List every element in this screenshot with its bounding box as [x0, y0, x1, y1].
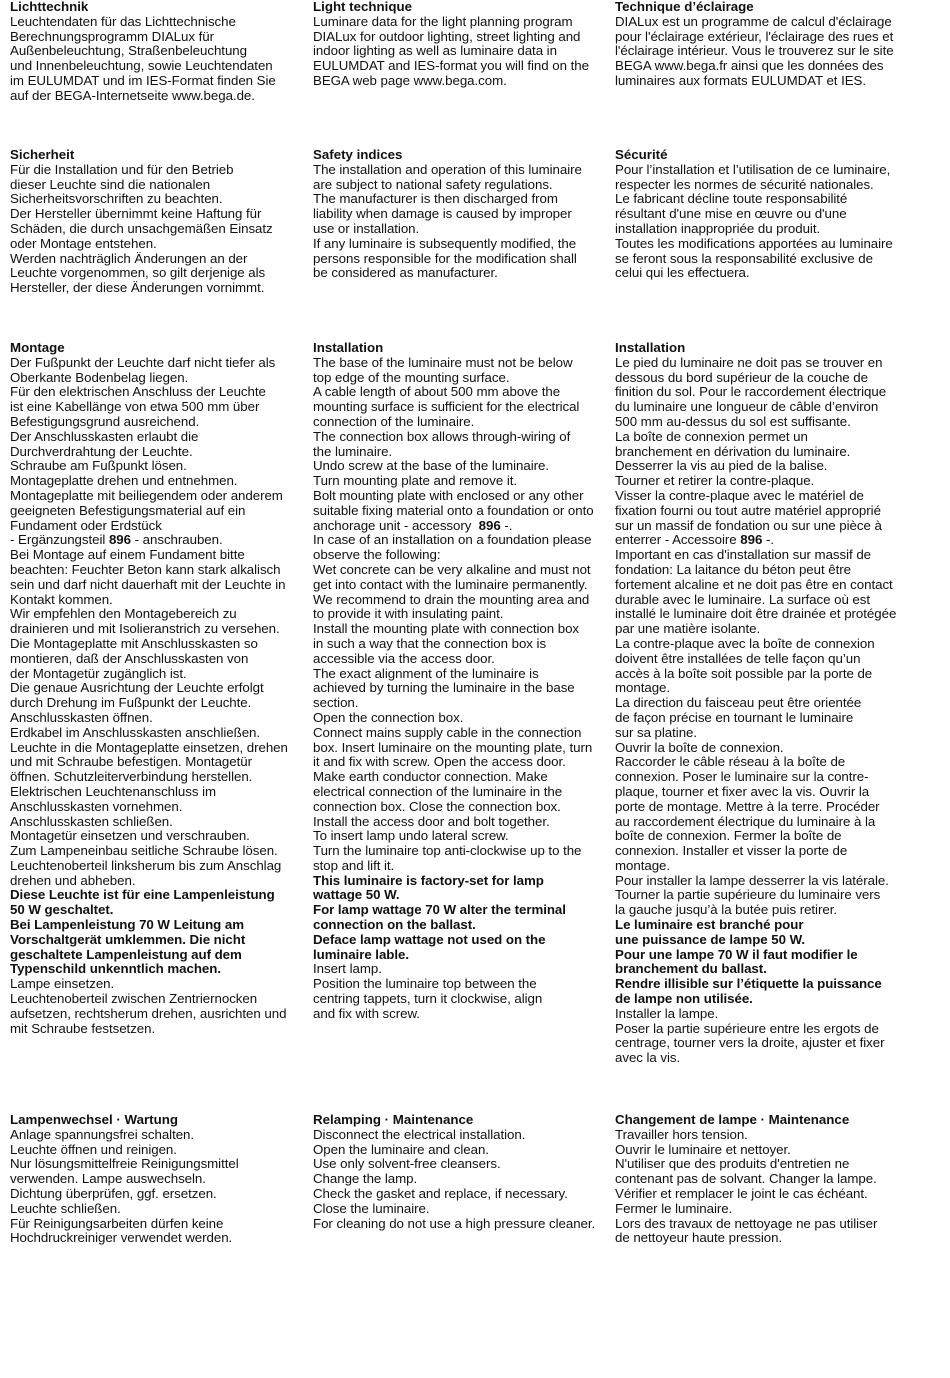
text-line: BEGA www.bega.fr ainsi que les données des [615, 58, 884, 74]
text-line: Fermer le luminaire. [615, 1200, 733, 1216]
text-line: centrage, tourner vers la droite, ajuster et fixer [615, 1035, 885, 1051]
text-line: Wet concrete can be very alkaline and must not [313, 561, 591, 577]
text-line: du luminaire une longueur de câble d’environ [615, 399, 879, 415]
text-line: Der Fußpunkt der Leuchte darf nicht tiefer als [10, 354, 276, 370]
text-line: the luminaire. [313, 443, 393, 459]
text-line: Anschlusskasten vornehmen. [10, 798, 183, 814]
text-line: luminaire lable. [313, 946, 410, 962]
text-line: The installation and operation of this luminaire [313, 161, 582, 177]
text-line: connection of the luminaire. [313, 413, 475, 429]
text-line: Le pied du luminaire ne doit pas se trouver en [615, 354, 883, 370]
text-line: Werden nachträglich Änderungen an der [10, 250, 248, 266]
text-line: Für Reinigungsarbeiten dürfen keine [10, 1215, 224, 1231]
text-line: und Innenbeleuchtung, sowie Leuchtendaten [10, 58, 273, 74]
text-line: sur un massif de fondation ou sur une pièce à [615, 517, 882, 533]
text-line: Luminare data for the light planning program [313, 13, 573, 29]
section-installation [0, 341, 950, 1066]
text-line: Hochdruckreiniger verwendet werden. [10, 1230, 233, 1246]
text-line: suitable fixing material onto a foundation or onto [313, 502, 594, 518]
text-line: Erdkabel im Anschlusskasten anschließen. [10, 724, 261, 740]
text-line: electrical connection of the luminaire in the [313, 783, 563, 799]
text-line: Connect mains supply cable in the connection [313, 724, 582, 740]
text-line: it and fix with screw. Open the access door. [313, 754, 566, 770]
text-line: ist eine Kabellänge von etwa 500 mm über [10, 399, 260, 415]
accessory-number: 896 [740, 532, 763, 548]
section-heading: Sicherheit [10, 147, 75, 162]
text-line: Anschlusskasten schließen. [10, 813, 173, 829]
text-line: wattage 50 W. [313, 887, 400, 903]
column-english [302, 148, 604, 296]
text-line: beachten: Feuchter Beton kann stark alkalisch [10, 561, 281, 577]
text-line: durch Drehung im Fußpunkt der Leuchte. [10, 695, 252, 711]
text-line: Bei Lampenleistung 70 W Leitung am [10, 917, 244, 933]
text-line: celui qui les effectuera. [615, 265, 750, 281]
text-line: Der Anschlusskasten erlaubt die [10, 428, 199, 444]
text-line: Wir empfehlen den Montagebereich zu [10, 606, 237, 622]
text-line: use or installation. [313, 220, 420, 236]
text-line: auf der BEGA-Internetseite www.bega.de. [10, 87, 255, 103]
text-line: Außenbeleuchtung, Straßenbeleuchtung [10, 43, 247, 59]
text-line: drainieren und mit Isolieranstrich zu versehen. [10, 621, 280, 637]
text-line: par une matière isolante. [615, 621, 761, 637]
text-line: centring tappets, turn it clockwise, align [313, 991, 543, 1007]
text-line: Ouvrir le luminaire et nettoyer. [615, 1141, 791, 1157]
text-line: avec la vis. [615, 1050, 681, 1066]
text-line: installation inappropriée du produit. [615, 220, 821, 236]
text-line: Deface lamp wattage not used on the [313, 931, 546, 947]
text-line: For cleaning do not use a high pressure cleaner. [313, 1215, 596, 1231]
text-line: Leuchte schließen. [10, 1200, 121, 1216]
text-line: der Montagetür zugänglich ist. [10, 665, 187, 681]
text-line: La direction du faisceau peut être orientée [615, 695, 862, 711]
text-line: connexion. Poser le luminaire sur la contre- [615, 769, 869, 785]
text-line: persons responsible for the modification shall [313, 250, 577, 266]
text-line: Berechnungsprogramm DIALux für [10, 28, 214, 44]
text-line: The manufacturer is then discharged from [313, 191, 558, 207]
section-heading: Lampenwechsel · Wartung [10, 1112, 178, 1127]
text-line: Anlage spannungsfrei schalten. [10, 1126, 195, 1142]
text-line: are subject to national safety regulations. [313, 176, 553, 192]
text-line: enterrer - Accessoire 896 -. [615, 532, 774, 548]
text-line: 500 mm au-dessus du sol est suffisante. [615, 413, 851, 429]
text-line: montage. [615, 680, 671, 696]
text-line: This luminaire is factory-set for lamp [313, 872, 544, 888]
text-line: fortement alcaline et ne doit pas être en contact [615, 576, 893, 592]
section-maintenance [0, 1113, 950, 1246]
text-line: Rendre illisible sur l’étiquette la puissance [615, 976, 882, 992]
column-german [0, 1113, 302, 1246]
text-line: Pour une lampe 70 W il faut modifier le [615, 946, 858, 962]
text-line: and fix with screw. [313, 1005, 420, 1021]
text-line: de lampe non utilisée. [615, 991, 753, 1007]
text-line: geschaltete Lampenleistung auf dem [10, 946, 242, 962]
section-light-technique [0, 0, 950, 104]
text-line: Dichtung überprüfen, ggf. ersetzen. [10, 1185, 217, 1201]
text-line: The base of the luminaire must not be below [313, 354, 573, 370]
text-line: Poser la partie supérieure entre les ergots de [615, 1020, 879, 1036]
text-line: get into contact with the luminaire permanently. [313, 576, 588, 592]
text-line: connection on the ballast. [313, 917, 476, 933]
text-line: If any luminaire is subsequently modified, the [313, 235, 577, 251]
section-heading: Montage [10, 340, 65, 355]
text-line: top edge of the mounting surface. [313, 369, 510, 385]
text-line: Raccorder le câble réseau à la boîte de [615, 754, 846, 770]
text-line: au raccordement électrique du luminaire à la [615, 813, 876, 829]
text-line: We recommend to drain the mounting area and [313, 591, 590, 607]
text-line: mit Schraube festsetzen. [10, 1020, 156, 1036]
section-heading: Technique d’éclairage [615, 0, 754, 14]
column-english [302, 1113, 604, 1246]
text-line: Check the gasket and replace, if necessary. [313, 1185, 568, 1201]
text-line: DIALux est un programme de calcul d'éclairage [615, 13, 892, 29]
section-heading: Relamping · Maintenance [313, 1112, 474, 1127]
text-line: Der Hersteller übernimmt keine Haftung für [10, 206, 262, 222]
text-line: Montagetür einsetzen und verschrauben. [10, 828, 250, 844]
text-line: Turn mounting plate and remove it. [313, 473, 518, 489]
text-line: box. Insert luminaire on the mounting plate, turn [313, 739, 593, 755]
text-line: Diese Leuchte ist für eine Lampenleistung [10, 887, 275, 903]
column-french [604, 1113, 940, 1246]
section-heading: Changement de lampe · Maintenance [615, 1112, 850, 1127]
text-line: Durchverdrahtung der Leuchte. [10, 443, 193, 459]
column-english [302, 341, 604, 1066]
text-line: Tourner et retirer la contre-plaque. [615, 473, 815, 489]
text-line: de façon précise en tournant le luminaire [615, 709, 854, 725]
text-line: Lampe einsetzen. [10, 976, 115, 992]
text-line: Undo screw at the base of the luminaire. [313, 458, 549, 474]
column-german [0, 148, 302, 296]
text-line: im EULUMDAT und im IES-Format finden Sie [10, 72, 276, 88]
text-line: to provide it with insulating paint. [313, 606, 504, 622]
text-line: Die Montageplatte mit Anschlusskasten so [10, 635, 258, 651]
column-french [604, 341, 940, 1066]
text-line: mounting surface is sufficient for the electrical [313, 399, 580, 415]
text-line: dessous du bord supérieur de la couche de [615, 369, 868, 385]
text-line: branchement du ballast. [615, 961, 767, 977]
text-line: Bolt mounting plate with enclosed or any other [313, 487, 584, 503]
text-line: indoor lighting as well as luminaire data in [313, 43, 557, 59]
text-line: pour l'éclairage extérieur, l'éclairage des rues et [615, 28, 894, 44]
text-line: Pour l’installation et l’utilisation de ce luminaire, [615, 161, 891, 177]
section-heading: Sécurité [615, 147, 668, 162]
text-line: Vérifier et remplacer le joint le cas échéant. [615, 1185, 868, 1201]
text-line: Disconnect the electrical installation. [313, 1126, 526, 1142]
text-line: Hersteller, der diese Änderungen vornimmt. [10, 280, 265, 296]
text-line: Leuchtendaten für das Lichttechnische [10, 13, 236, 29]
text-line: drehen und abheben. [10, 872, 136, 888]
text-line: fondation: La laitance du béton peut être [615, 561, 852, 577]
text-line: be considered as manufacturer. [313, 265, 498, 281]
column-german [0, 341, 302, 1066]
accessory-number: 896 [478, 517, 501, 533]
text-line: Schraube am Fußpunkt lösen. [10, 458, 187, 474]
text-line: Use only solvent-free cleansers. [313, 1156, 501, 1172]
text-line: 50 W geschaltet. [10, 902, 114, 918]
text-line: Zum Lampeneinbau seitliche Schraube lösen. [10, 843, 278, 859]
text-line: Installer la lampe. [615, 1005, 719, 1021]
text-line: Fundament oder Erdstück [10, 517, 162, 533]
text-line: finition du sol. Pour le raccordement électrique [615, 384, 887, 400]
text-line: Open the luminaire and clean. [313, 1141, 489, 1157]
text-line: Elektrischen Leuchtenanschluss im [10, 783, 217, 799]
text-line: In case of an installation on a foundation please [313, 532, 592, 548]
text-line: For lamp wattage 70 W alter the terminal [313, 902, 566, 918]
text-line: anchorage unit - accessory 896 -. [313, 517, 513, 533]
text-line: La contre-plaque avec la boîte de connexion [615, 635, 875, 651]
text-line: résultant d'une mise en œuvre ou d'une [615, 206, 847, 222]
text-line: de nettoyeur haute pression. [615, 1230, 783, 1246]
text-line: in such a way that the connection box is [313, 635, 547, 651]
text-line: The exact alignment of the luminaire is [313, 665, 539, 681]
text-line: Make earth conductor connection. Make [313, 769, 548, 785]
text-line: Close the luminaire. [313, 1200, 430, 1216]
text-line: liability when damage is caused by improper [313, 206, 572, 222]
text-line: sur sa platine. [615, 724, 698, 740]
text-line: EULUMDAT and IES-format you will find on the [313, 58, 589, 74]
text-line: Travailler hors tension. [615, 1126, 748, 1142]
text-line: Leuchte vorgenommen, so gilt derjenige als [10, 265, 266, 281]
column-german [0, 0, 302, 104]
text-line: Pour installer la lampe desserrer la vis latérale. [615, 872, 889, 888]
text-line: Die genaue Ausrichtung der Leuchte erfolgt [10, 680, 264, 696]
text-line: Für den elektrischen Anschluss der Leuchte [10, 384, 266, 400]
text-line: Turn the luminaire top anti-clockwise up to the [313, 843, 582, 859]
section-safety [0, 148, 950, 296]
text-line: boîte de connexion. Fermer la boîte de [615, 828, 842, 844]
text-line: montage. [615, 857, 671, 873]
text-line: Visser la contre-plaque avec le matériel de [615, 487, 864, 503]
text-line: Sicherheitsvorschriften zu beachten. [10, 191, 223, 207]
section-heading: Installation [313, 340, 384, 355]
text-line: DIALux for outdoor lighting, street lighting and [313, 28, 581, 44]
text-line: fixation fourni ou tout autre matériel approprié [615, 502, 881, 518]
text-line: geeigneten Befestigungsmaterial auf ein [10, 502, 246, 518]
text-line: installé le luminaire doit être drainée et protégée [615, 606, 897, 622]
text-line: porte de montage. Mettre à la terre. Procéder [615, 798, 880, 814]
text-line: contenant pas de solvant. Changer la lampe. [615, 1171, 877, 1187]
text-line: durable avec le luminaire. La surface où est [615, 591, 871, 607]
section-heading: Light technique [313, 0, 412, 14]
text-line: Leuchtenoberteil linksherum bis zum Anschlag [10, 857, 282, 873]
text-line: Oberkante Bodenbelag liegen. [10, 369, 189, 385]
text-line: stop and lift it. [313, 857, 395, 873]
text-line: sein und darf nicht dauerhaft mit der Leuchte in [10, 576, 286, 592]
text-line: montieren, daß der Anschlusskasten von [10, 650, 249, 666]
text-line: The connection box allows through-wiring of [313, 428, 571, 444]
text-line: Schäden, die durch unsachgemäßen Einsatz [10, 220, 273, 236]
text-line: accessible via the access door. [313, 650, 495, 666]
text-line: observe the following: [313, 547, 441, 563]
text-line: dieser Leuchte sind die nationalen [10, 176, 211, 192]
column-french [604, 148, 940, 296]
text-line: Typenschild unkenntlich machen. [10, 961, 221, 977]
text-line: Befestigungsgrund ausreichend. [10, 413, 200, 429]
text-line: Toutes les modifications apportées au luminaire [615, 235, 893, 251]
text-line: Leuchtenoberteil zwischen Zentriernocken [10, 991, 258, 1007]
accessory-number: 896 [108, 532, 131, 548]
text-line: To insert lamp undo lateral screw. [313, 828, 509, 844]
text-line: oder Montage entstehen. [10, 235, 157, 251]
text-line: Für die Installation und für den Betrieb [10, 161, 234, 177]
text-line: Montageplatte drehen und entnehmen. [10, 473, 238, 489]
text-line: Ouvrir la boîte de connexion. [615, 739, 784, 755]
section-heading: Safety indices [313, 147, 403, 162]
text-line: BEGA web page www.bega.com. [313, 72, 507, 88]
text-line: Open the connection box. [313, 709, 464, 725]
text-line: Important en cas d'installation sur massif de [615, 547, 872, 563]
text-line: achieved by turning the luminaire in the base [313, 680, 575, 696]
text-line: Leuchte in die Montageplatte einsetzen, drehen [10, 739, 288, 755]
text-line: accès à la boîte soit possible par la porte de [615, 665, 873, 681]
text-line: Nur lösungsmittelfreie Reinigungsmittel [10, 1156, 239, 1172]
text-line: doivent être installées de telle façon qu’un [615, 650, 861, 666]
text-line: plaque, tourner et fixer avec la vis. Ouvrir la [615, 783, 870, 799]
text-line: Desserrer la vis au pied de la balise. [615, 458, 828, 474]
text-line: Lors des travaux de nettoyage ne pas utiliser [615, 1215, 878, 1231]
text-line: Change the lamp. [313, 1171, 418, 1187]
text-line: Vorschaltgerät umklemmen. Die nicht [10, 931, 246, 947]
section-heading: Lichttechnik [10, 0, 89, 14]
text-line: connexion. Installer et visser la porte de [615, 843, 848, 859]
text-line: respecter les normes de sécurité nationales. [615, 176, 874, 192]
text-line: luminaires aux formats EULUMDAT et IES. [615, 72, 867, 88]
text-line: branchement en dérivation du luminaire. [615, 443, 851, 459]
text-line: und mit Schraube befestigen. Montagetür [10, 754, 252, 770]
text-line: l'éclairage intérieur. Vous le trouverez sur le site [615, 43, 894, 59]
text-line: A cable length of about 500 mm above the [313, 384, 561, 400]
text-line: Insert lamp. [313, 961, 382, 977]
text-line: Montageplatte mit beiliegendem oder anderem [10, 487, 283, 503]
column-english [302, 0, 604, 104]
text-line: la gauche jusqu’à la butée puis retirer. [615, 902, 837, 918]
text-line: Install the access door and bolt together. [313, 813, 550, 829]
text-line: N'utiliser que des produits d'entretien ne [615, 1156, 850, 1172]
text-line: section. [313, 695, 359, 711]
text-line: - Ergänzungsteil 896 - anschrauben. [10, 532, 223, 548]
text-line: se feront sous la responsabilité exclusive de [615, 250, 873, 266]
section-heading: Installation [615, 340, 686, 355]
text-line: La boîte de connexion permet un [615, 428, 808, 444]
text-line: aufsetzen, rechtsherum drehen, ausrichten und [10, 1005, 287, 1021]
text-line: Le luminaire est branché pour [615, 917, 804, 933]
column-french [604, 0, 940, 104]
text-line: Anschlusskasten öffnen. [10, 709, 153, 725]
text-line: une puissance de lampe 50 W. [615, 931, 805, 947]
text-line: connection box. Close the connection box. [313, 798, 561, 814]
text-line: öffnen. Schutzleiterverbindung herstellen. [10, 769, 253, 785]
text-line: Tourner la partie supérieure du luminaire vers [615, 887, 881, 903]
text-line: verwenden. Lampe auswechseln. [10, 1171, 206, 1187]
text-line: Leuchte öffnen und reinigen. [10, 1141, 177, 1157]
text-line: Kontakt kommen. [10, 591, 113, 607]
text-line: Install the mounting plate with connection box [313, 621, 580, 637]
text-line: Bei Montage auf einem Fundament bitte [10, 547, 245, 563]
text-line: Position the luminaire top between the [313, 976, 537, 992]
text-line: Le fabricant décline toute responsabilité [615, 191, 848, 207]
